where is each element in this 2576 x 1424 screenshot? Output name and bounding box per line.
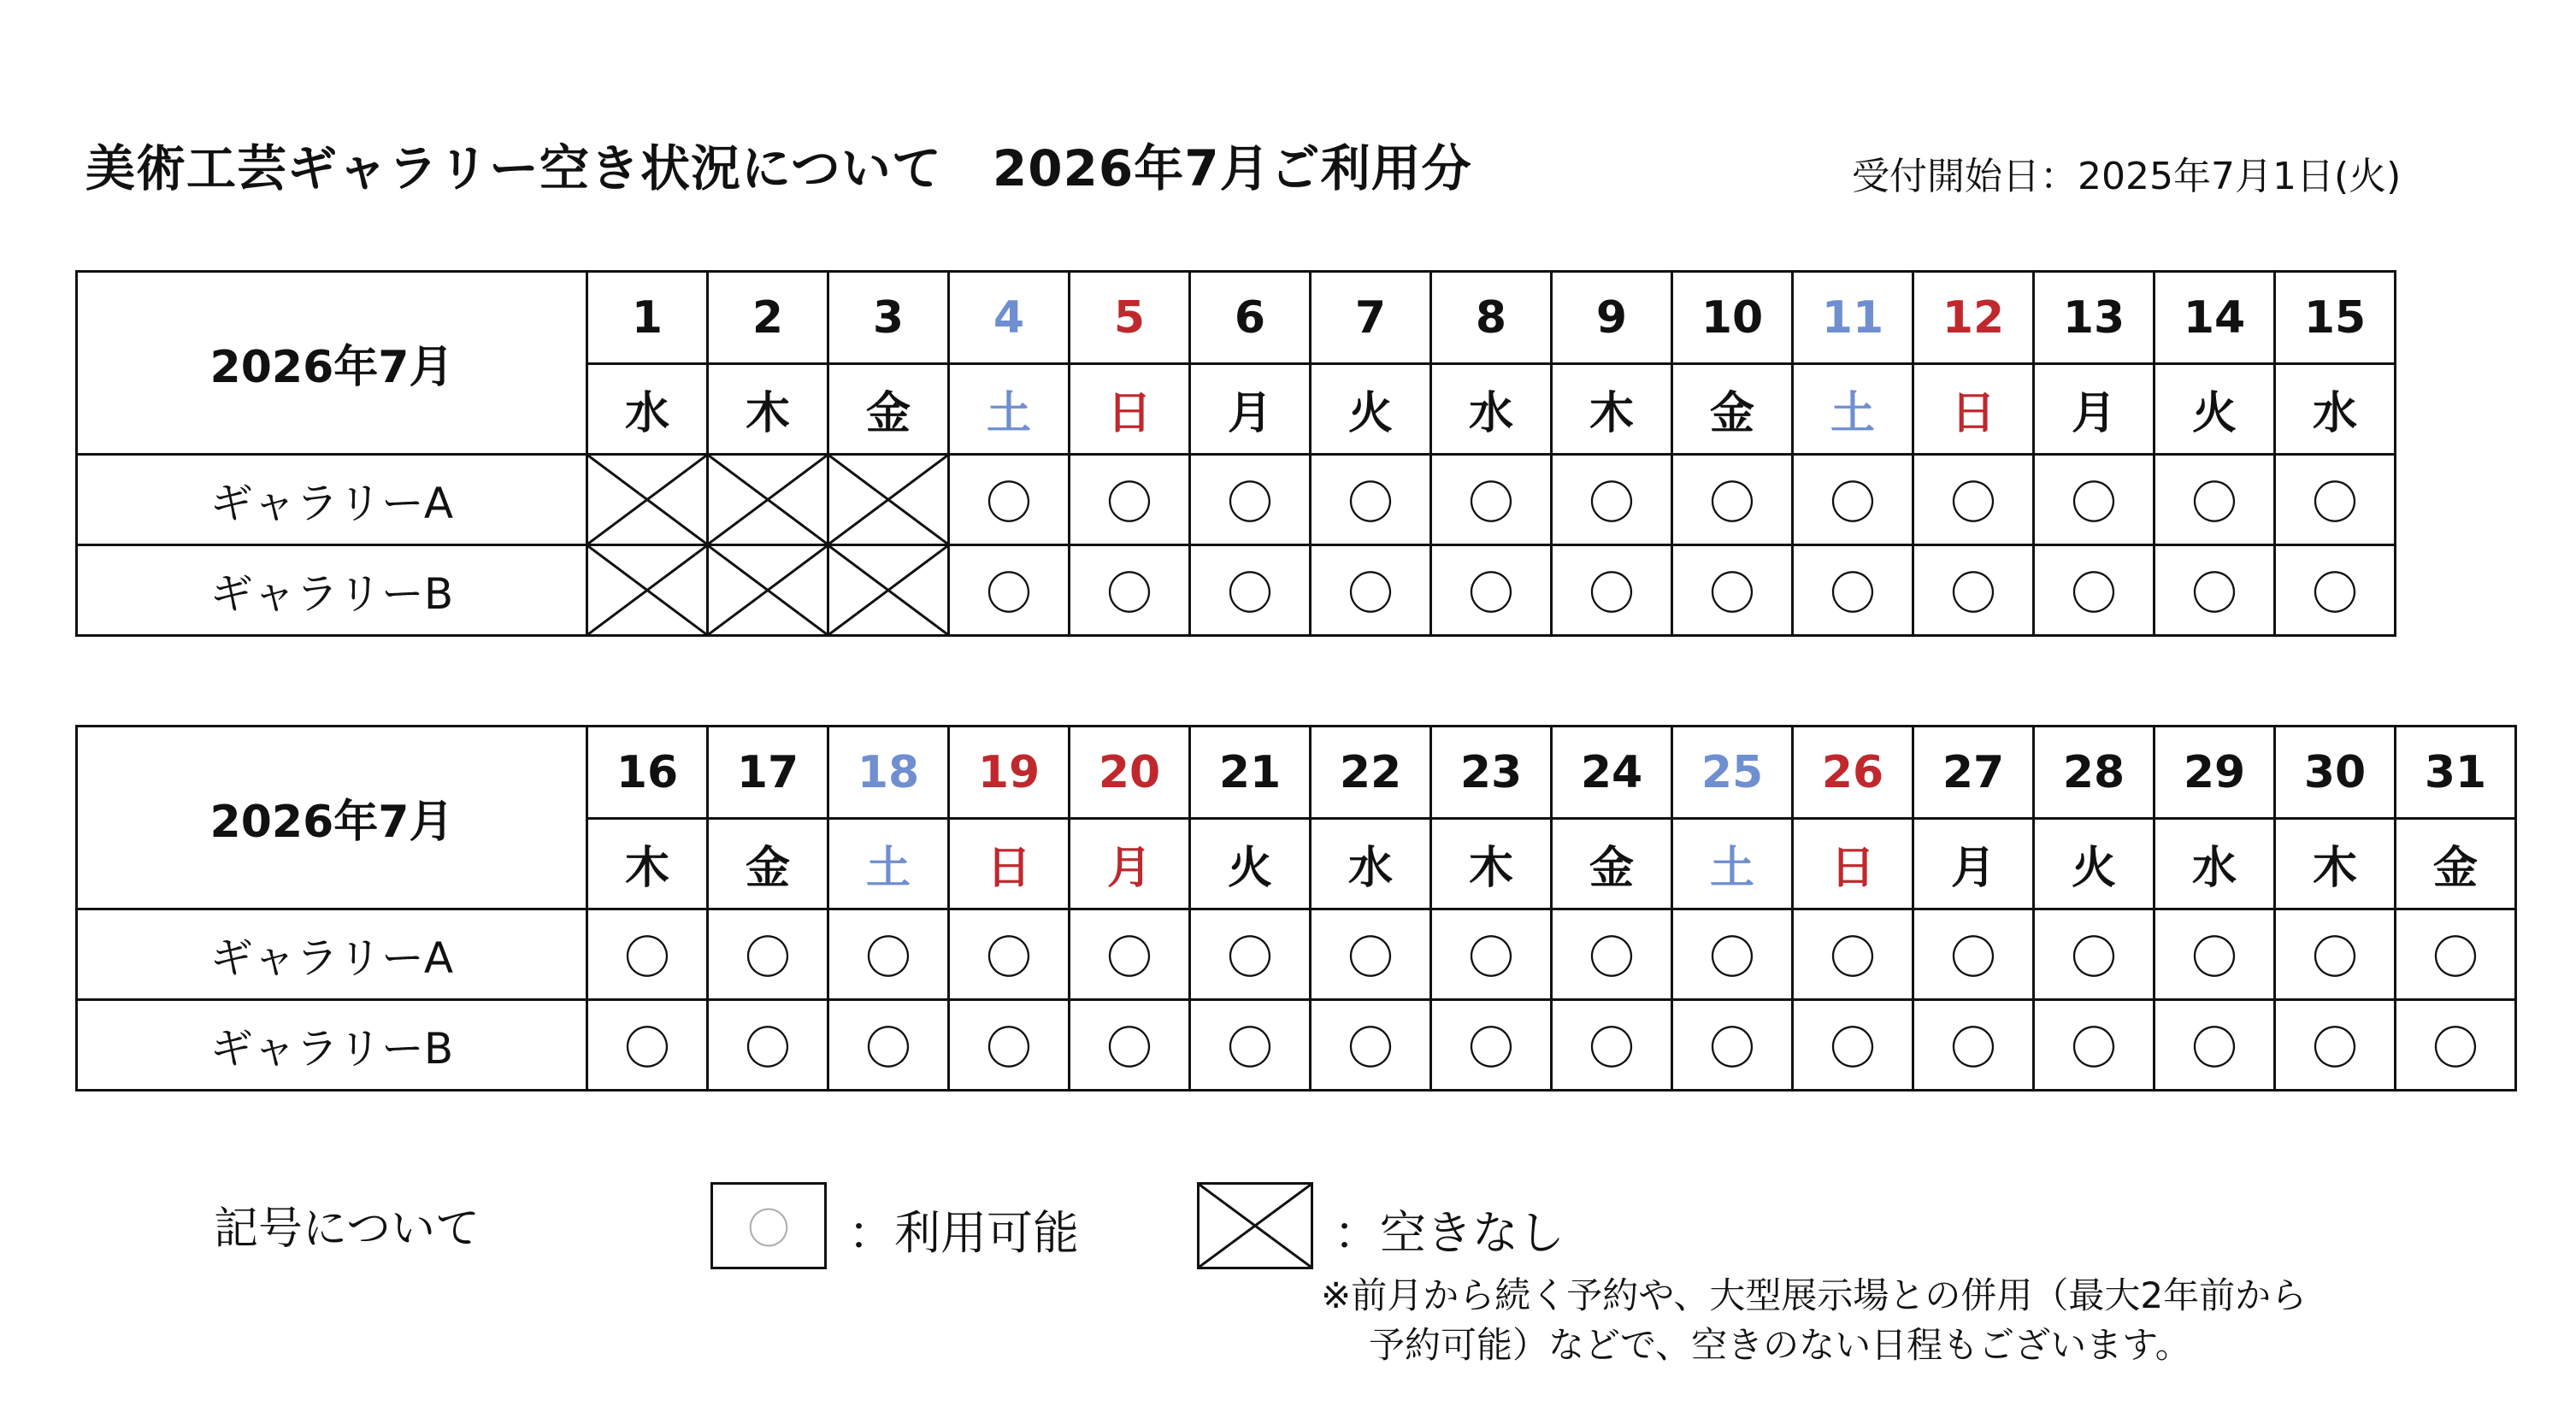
available-cell: 〇 bbox=[2155, 545, 2275, 636]
day-number: 24 bbox=[1552, 727, 1672, 819]
available-cell: 〇 bbox=[949, 545, 1070, 636]
gallery-row bbox=[77, 545, 2396, 636]
available-cell: 〇 bbox=[1311, 1000, 1431, 1091]
weekday: 金 bbox=[1672, 364, 1793, 455]
available-cell: 〇 bbox=[1672, 1000, 1793, 1091]
month-label: 2026年7月 bbox=[77, 727, 587, 909]
day-number: 29 bbox=[2155, 727, 2275, 819]
day-number: 12 bbox=[1913, 272, 2034, 364]
available-cell: 〇 bbox=[2275, 1000, 2396, 1091]
legend-available-box bbox=[710, 1182, 827, 1269]
available-cell: 〇 bbox=[1793, 455, 1913, 545]
available-cell: 〇 bbox=[1913, 455, 2034, 545]
available-cell: 〇 bbox=[1070, 1000, 1190, 1091]
weekday: 木 bbox=[1431, 819, 1552, 909]
day-number: 23 bbox=[1431, 727, 1552, 819]
day-number: 28 bbox=[2034, 727, 2155, 819]
footnote-line-1: ※前月から続く予約や、大型展示場との併用（最大2年前から bbox=[1321, 1274, 2308, 1316]
weekday: 日 bbox=[1070, 364, 1190, 455]
weekday: 金 bbox=[828, 364, 949, 455]
weekday: 火 bbox=[1190, 819, 1311, 909]
day-number: 17 bbox=[708, 727, 828, 819]
day-number: 15 bbox=[2275, 272, 2396, 364]
cross-icon bbox=[588, 456, 706, 544]
available-cell: 〇 bbox=[1190, 1000, 1311, 1091]
day-number: 4 bbox=[949, 272, 1070, 364]
available-cell: 〇 bbox=[1070, 455, 1190, 545]
weekday: 木 bbox=[708, 364, 828, 455]
weekday: 月 bbox=[2034, 364, 2155, 455]
weekday: 日 bbox=[1913, 364, 2034, 455]
cross-icon bbox=[709, 546, 827, 634]
availability-table-first-half bbox=[75, 270, 2396, 637]
weekday: 水 bbox=[2155, 819, 2275, 909]
day-number: 16 bbox=[587, 727, 708, 819]
available-cell: 〇 bbox=[828, 909, 949, 1000]
gallery-name: ギャラリーB bbox=[77, 545, 587, 636]
available-cell: 〇 bbox=[949, 455, 1070, 545]
weekday: 火 bbox=[1311, 364, 1431, 455]
available-cell: 〇 bbox=[1311, 545, 1431, 636]
weekday: 土 bbox=[1793, 364, 1913, 455]
available-cell: 〇 bbox=[1913, 909, 2034, 1000]
available-cell: 〇 bbox=[1552, 455, 1672, 545]
available-cell: 〇 bbox=[1552, 909, 1672, 1000]
month-label: 2026年7月 bbox=[77, 272, 587, 455]
day-number: 30 bbox=[2275, 727, 2396, 819]
day-number: 7 bbox=[1311, 272, 1431, 364]
available-cell: 〇 bbox=[1672, 545, 1793, 636]
available-cell: 〇 bbox=[587, 909, 708, 1000]
day-number-row bbox=[77, 272, 2396, 364]
day-number: 18 bbox=[828, 727, 949, 819]
day-number: 14 bbox=[2155, 272, 2275, 364]
available-cell: 〇 bbox=[2034, 1000, 2155, 1091]
available-cell: 〇 bbox=[949, 1000, 1070, 1091]
available-cell: 〇 bbox=[708, 1000, 828, 1091]
available-cell: 〇 bbox=[2275, 455, 2396, 545]
footnote bbox=[1321, 1271, 2307, 1370]
available-cell: 〇 bbox=[1311, 455, 1431, 545]
available-cell: 〇 bbox=[2275, 909, 2396, 1000]
available-cell: 〇 bbox=[2155, 455, 2275, 545]
weekday: 金 bbox=[2396, 819, 2516, 909]
day-number: 13 bbox=[2034, 272, 2155, 364]
weekday: 水 bbox=[587, 364, 708, 455]
unavailable-cell bbox=[587, 545, 708, 636]
cross-icon bbox=[588, 546, 706, 634]
available-cell: 〇 bbox=[2275, 545, 2396, 636]
unavailable-cell bbox=[587, 455, 708, 545]
unavailable-cell bbox=[708, 545, 828, 636]
available-cell: 〇 bbox=[2034, 909, 2155, 1000]
available-cell: 〇 bbox=[587, 1000, 708, 1091]
weekday: 木 bbox=[2275, 819, 2396, 909]
available-cell: 〇 bbox=[1552, 1000, 1672, 1091]
cross-icon bbox=[829, 546, 947, 634]
available-cell: 〇 bbox=[1431, 455, 1552, 545]
available-cell: 〇 bbox=[1431, 909, 1552, 1000]
unavailable-cell bbox=[828, 545, 949, 636]
gallery-row bbox=[77, 909, 2516, 1000]
gallery-name: ギャラリーB bbox=[77, 1000, 587, 1091]
weekday: 月 bbox=[1913, 819, 2034, 909]
available-cell: 〇 bbox=[1311, 909, 1431, 1000]
day-number: 31 bbox=[2396, 727, 2516, 819]
available-cell: 〇 bbox=[2155, 1000, 2275, 1091]
cross-icon bbox=[829, 456, 947, 544]
available-cell: 〇 bbox=[1552, 545, 1672, 636]
available-circle-icon: 〇 bbox=[747, 1204, 790, 1254]
available-cell: 〇 bbox=[1190, 909, 1311, 1000]
weekday: 火 bbox=[2034, 819, 2155, 909]
weekday: 木 bbox=[587, 819, 708, 909]
legend-available-label: ：利用可能 bbox=[848, 1206, 1079, 1260]
available-cell: 〇 bbox=[1672, 455, 1793, 545]
weekday: 土 bbox=[949, 364, 1070, 455]
day-number: 22 bbox=[1311, 727, 1431, 819]
day-number: 10 bbox=[1672, 272, 1793, 364]
day-number: 3 bbox=[828, 272, 949, 364]
day-number: 19 bbox=[949, 727, 1070, 819]
available-cell: 〇 bbox=[2155, 909, 2275, 1000]
acceptance-start-date: 受付開始日：2025年7月1日(火) bbox=[1852, 155, 2402, 198]
weekday: 水 bbox=[1431, 364, 1552, 455]
day-number: 20 bbox=[1070, 727, 1190, 819]
available-cell: 〇 bbox=[1793, 909, 1913, 1000]
weekday: 金 bbox=[1552, 819, 1672, 909]
available-cell: 〇 bbox=[2034, 455, 2155, 545]
unavailable-cell bbox=[708, 455, 828, 545]
gallery-row bbox=[77, 1000, 2516, 1091]
day-number: 5 bbox=[1070, 272, 1190, 364]
day-number: 26 bbox=[1793, 727, 1913, 819]
day-number: 1 bbox=[587, 272, 708, 364]
day-number: 9 bbox=[1552, 272, 1672, 364]
weekday: 水 bbox=[1311, 819, 1431, 909]
weekday: 金 bbox=[708, 819, 828, 909]
day-number: 2 bbox=[708, 272, 828, 364]
day-number: 25 bbox=[1672, 727, 1793, 819]
weekday: 月 bbox=[1190, 364, 1311, 455]
weekday: 日 bbox=[949, 819, 1070, 909]
available-cell: 〇 bbox=[1070, 909, 1190, 1000]
available-cell: 〇 bbox=[1913, 545, 2034, 636]
day-number-row bbox=[77, 727, 2516, 819]
availability-table-second-half bbox=[75, 725, 2517, 1092]
day-number: 11 bbox=[1793, 272, 1913, 364]
legend-unavailable-label: ：空きなし bbox=[1334, 1206, 1565, 1260]
day-number: 6 bbox=[1190, 272, 1311, 364]
available-cell: 〇 bbox=[1431, 1000, 1552, 1091]
day-number: 8 bbox=[1431, 272, 1552, 364]
available-cell: 〇 bbox=[2396, 1000, 2516, 1091]
available-cell: 〇 bbox=[1190, 455, 1311, 545]
weekday: 水 bbox=[2275, 364, 2396, 455]
cross-icon bbox=[1200, 1185, 1311, 1267]
page-title: 美術工芸ギャラリー空き状況について 2026年7月ご利用分 bbox=[85, 139, 1472, 197]
available-cell: 〇 bbox=[2034, 545, 2155, 636]
weekday: 火 bbox=[2155, 364, 2275, 455]
unavailable-cell bbox=[828, 455, 949, 545]
available-cell: 〇 bbox=[949, 909, 1070, 1000]
gallery-name: ギャラリーA bbox=[77, 909, 587, 1000]
weekday: 土 bbox=[1672, 819, 1793, 909]
available-cell: 〇 bbox=[828, 1000, 949, 1091]
weekday: 木 bbox=[1552, 364, 1672, 455]
available-cell: 〇 bbox=[708, 909, 828, 1000]
weekday: 土 bbox=[828, 819, 949, 909]
available-cell: 〇 bbox=[1070, 545, 1190, 636]
day-number: 21 bbox=[1190, 727, 1311, 819]
gallery-name: ギャラリーA bbox=[77, 455, 587, 545]
available-cell: 〇 bbox=[1431, 545, 1552, 636]
weekday: 月 bbox=[1070, 819, 1190, 909]
footnote-line-2: 予約可能）などで、空きのない日程もございます。 bbox=[1369, 1324, 2191, 1366]
gallery-row bbox=[77, 455, 2396, 545]
available-cell: 〇 bbox=[1672, 909, 1793, 1000]
weekday: 日 bbox=[1793, 819, 1913, 909]
available-cell: 〇 bbox=[1793, 1000, 1913, 1091]
available-cell: 〇 bbox=[1913, 1000, 2034, 1091]
legend-title: 記号について bbox=[214, 1203, 480, 1255]
available-cell: 〇 bbox=[1793, 545, 1913, 636]
day-number: 27 bbox=[1913, 727, 2034, 819]
legend-unavailable-box bbox=[1197, 1182, 1313, 1269]
available-cell: 〇 bbox=[2396, 909, 2516, 1000]
available-cell: 〇 bbox=[1190, 545, 1311, 636]
cross-icon bbox=[709, 456, 827, 544]
